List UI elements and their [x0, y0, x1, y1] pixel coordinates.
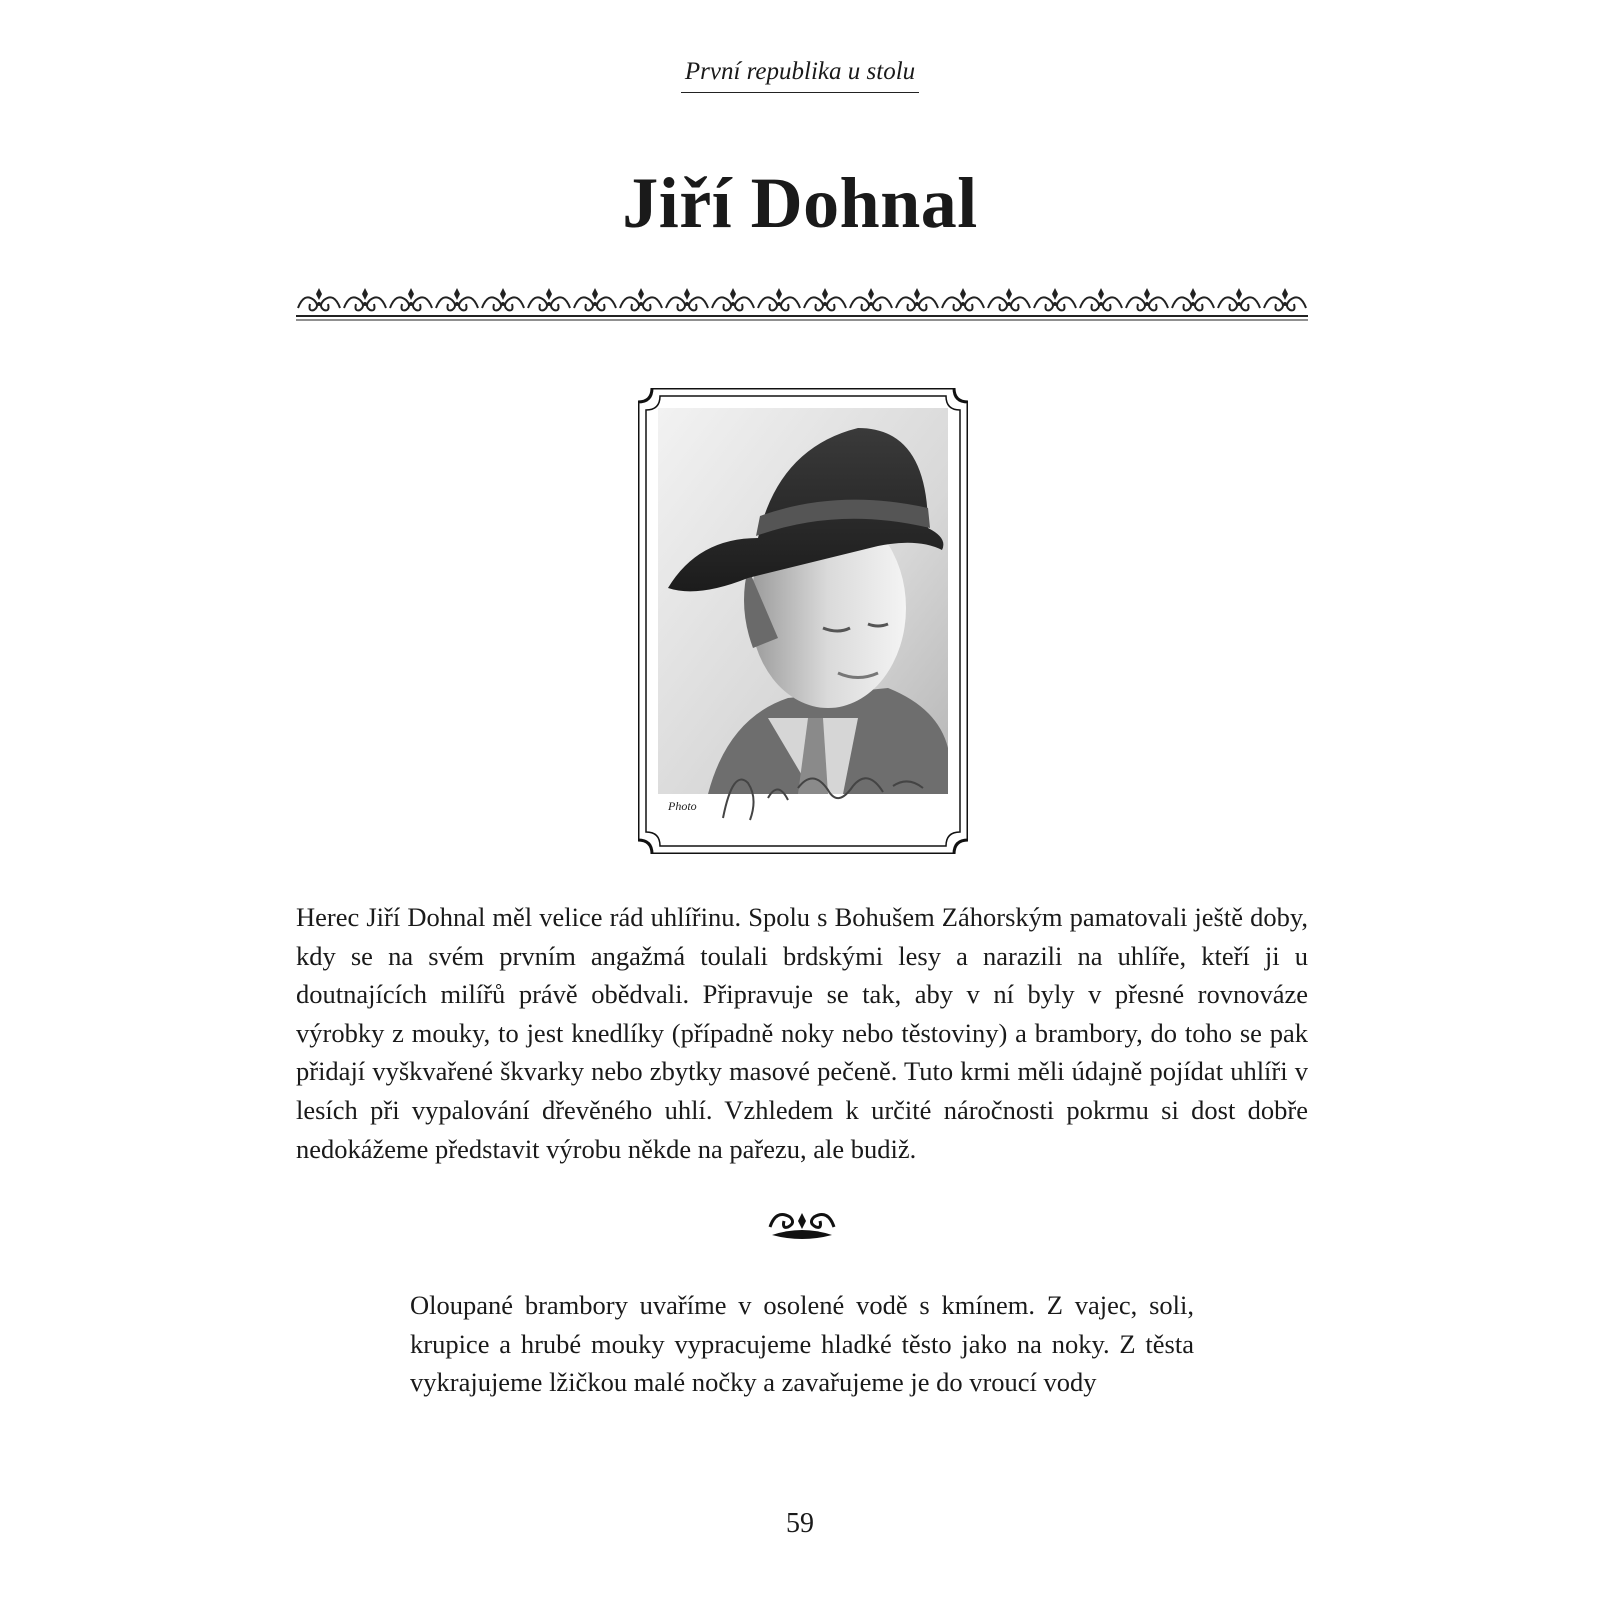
- recipe-paragraph: Oloupané brambory uvaříme v osolené vodě s kmínem. Z vajec, soli, krupice a hrubé mouky vypracujeme hladké těsto jako na noky. Z těsta vykrajujeme lžičkou malé nočky a zavařujeme je do vroucí vody: [410, 1290, 1194, 1398]
- section-divider-ornament: [766, 1205, 838, 1243]
- running-head: [0, 58, 1600, 93]
- decorative-border-ornament: [296, 282, 1308, 322]
- running-head-text: První republika u stolu: [681, 58, 919, 93]
- page-title: Jiří Dohnal: [622, 163, 978, 243]
- studio-mark: Photo: [668, 799, 697, 813]
- page-number: 59: [786, 1508, 814, 1539]
- body-paragraph: Herec Jiří Dohnal měl velice rád uhlířinu. Spolu s Bohušem Záhorským pamatovali ještě doby, kdy se na svém prvním angažmá toulali brdskými lesy a narazili na uhlíře, kteří ji u doutnajících milířů právě obědvali. Připravuje se tak, aby v ní byly v přesné rovnováze výrobky z mouky, to jest knedlíky (případně noky nebo těstoviny) a brambory, do toho se pak přidají vyškvařené škvarky nebo zbytky masové pečeně. Tuto krmi měli údajně pojídat uhlíři v lesích při vypalování dřevěného uhlí. Vzhledem k určité náročnosti pokrmu si dost dobře nedokážeme představit výrobu někde na pařezu, ale budiž.: [296, 902, 1308, 1164]
- portrait-photo: [638, 388, 968, 854]
- portrait-photo-frame: [638, 388, 968, 854]
